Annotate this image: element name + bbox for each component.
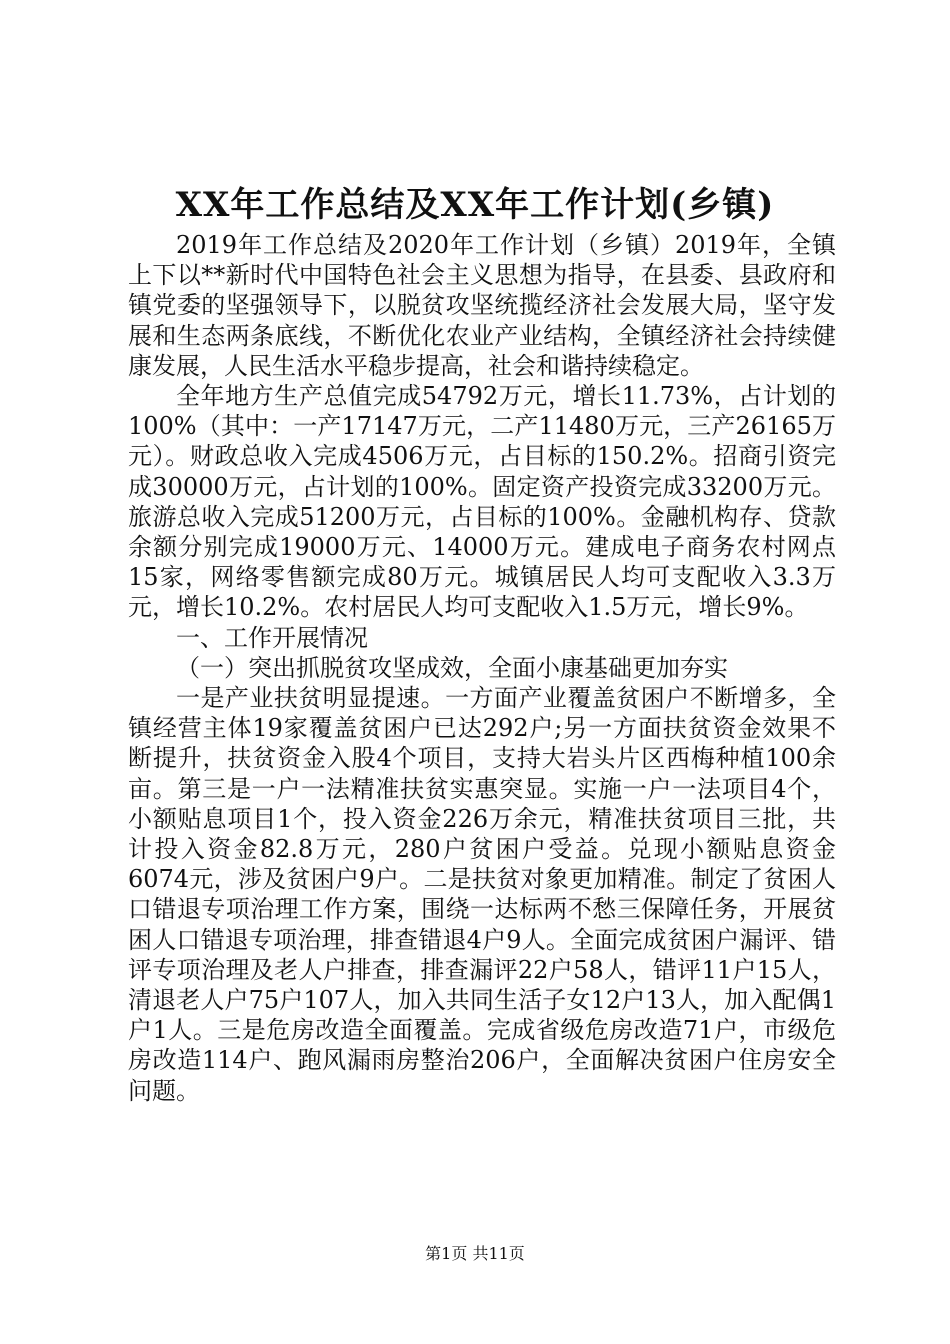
statistics-paragraph: 全年地方生产总值完成54792万元，增长11.73%，占计划的100%（其中：一产17147万元，二产11480万元，三产26165万元）。财政总收入完成4506万元，占目标的150.2%。招商引资完成30000万元，占计划的100%。固定资产投资完成33200万元。旅游总收入完成51200万元，占目标的100%。金融机构存、贷款余额分别完成19000万元、14000万元。建成电子商务农村网点15家，网络零售额完成80万元。城镇居民人均可支配收入3.3万元，增长10.2%。农村居民人均可支配收入1.5万元，增长9%。 xyxy=(128,382,836,622)
intro-paragraph: 2019年工作总结及2020年工作计划（乡镇）2019年，全镇上下以**新时代中国特色社会主义思想为指导，在县委、县政府和镇党委的坚强领导下，以脱贫攻坚统揽经济社会发展大局，坚守发展和生态两条底线，不断优化农业产业结构，全镇经济社会持续健康发展，人民生活水平稳步提高，社会和谐持续稳定。 xyxy=(128,231,836,380)
section-heading: 一、工作开展情况 xyxy=(176,623,368,652)
poverty-alleviation-paragraph: 一是产业扶贫明显提速。一方面产业覆盖贫困户不断增多，全镇经营主体19家覆盖贫困户已达292户;另一方面扶贫资金效果不断提升，扶贫资金入股4个项目，支持大岩头片区西梅种植100余亩。第三是一户一法精准扶贫实惠突显。实施一户一法项目4个，小额贴息项目1个，投入资金226万余元，精准扶贫项目三批，共计投入资金82.8万元，280户贫困户受益。兑现小额贴息资金6074元，涉及贫困户9户。二是扶贫对象更加精准。制定了贫困人口错退专项治理工作方案，围绕一达标两不愁三保障任务，开展贫困人口错退专项治理，排查错退4户9人。全面完成贫困户漏评、错评专项治理及老人户排查，排查漏评22户58人，错评11户15人，清退老人户75户107人，加入共同生活子女12户13人，加入配偶1户1人。三是危房改造全面覆盖。完成省级危房改造71户，市级危房改造114户、跑风漏雨房整治206户，全面解决贫困户住房安全问题。 xyxy=(128,684,836,1105)
document-body xyxy=(128,230,836,1106)
page-footer: 第1页 共11页 xyxy=(425,1244,525,1263)
document-title: XX年工作总结及XX年工作计划(乡镇) xyxy=(175,185,775,225)
subsection-heading: （一）突出抓脱贫攻坚成效，全面小康基础更加夯实 xyxy=(176,653,728,682)
